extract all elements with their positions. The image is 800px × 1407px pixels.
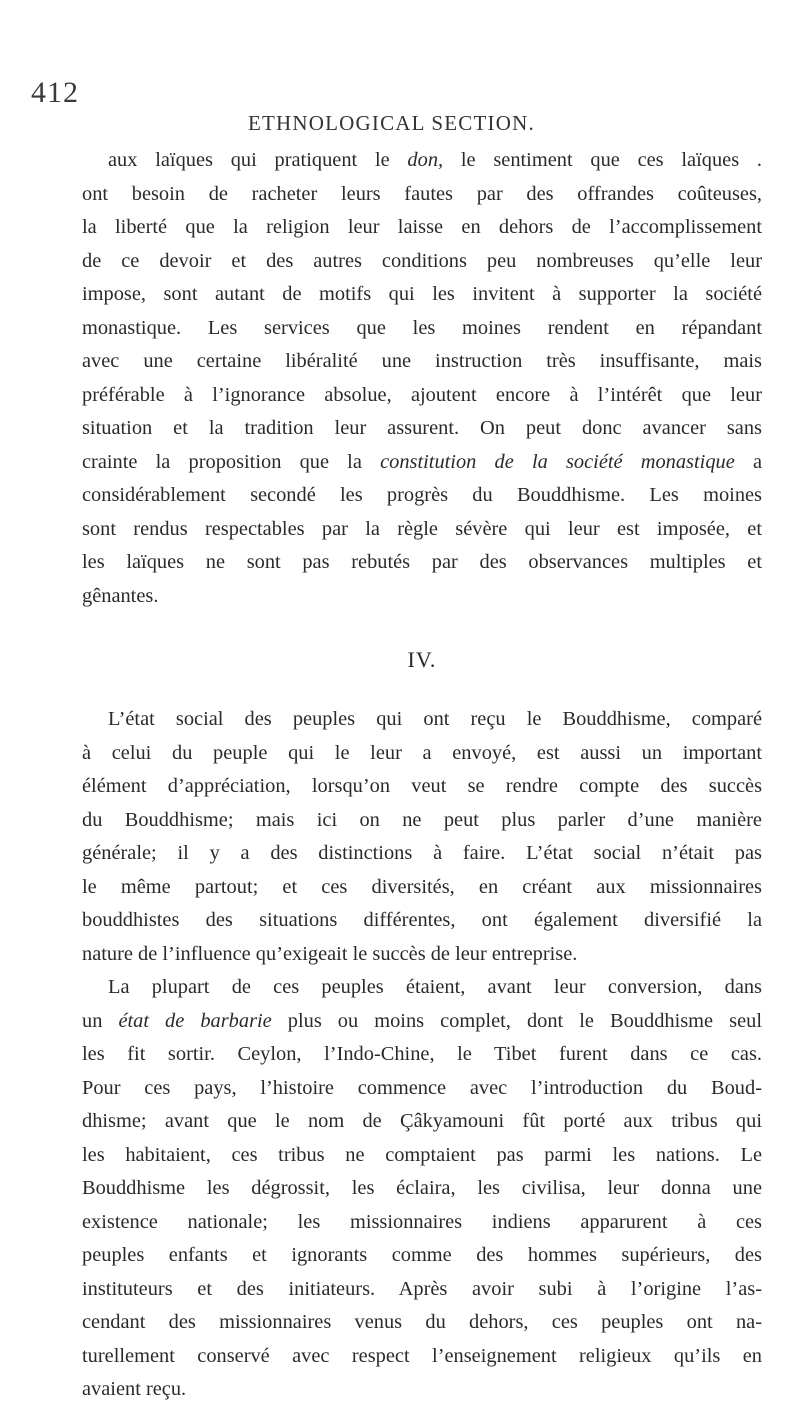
- italic-text-run: don,: [407, 149, 444, 171]
- text-line: [82, 737, 762, 771]
- text-run: ont besoin de racheter leurs fautes par des offrandes coûteuses,: [82, 182, 762, 205]
- text-line: [82, 770, 762, 804]
- text-run: aux laïques qui pratiquent le: [108, 149, 408, 171]
- text-line: [82, 804, 762, 838]
- text-line: [82, 1340, 762, 1374]
- text-run: avaient reçu.: [82, 1378, 187, 1400]
- text-run: les laïques ne sont pas rebutés par des observances multiples et: [82, 551, 762, 573]
- text-run: instituteurs et des initiateurs. Après avoir subi à l’origine l’as-: [82, 1277, 762, 1300]
- text-run: de ce devoir et des autres conditions peu nombreuses qu’elle leur: [82, 249, 762, 272]
- text-run: la liberté que la religion leur laisse en dehors de l’accomplissement: [82, 216, 762, 238]
- text-line: [82, 178, 762, 212]
- text-run: gênantes.: [82, 584, 159, 607]
- text-run: du Bouddhisme; mais ici on ne peut plus parler d’une manière: [82, 808, 762, 831]
- italic-text-run: constitution de la société monastique: [380, 450, 735, 473]
- text-line: [82, 479, 762, 513]
- text-line: [82, 1172, 762, 1206]
- text-line: [82, 837, 762, 871]
- text-run: les habitaient, ces tribus ne comptaient pas parmi les nations. Le: [82, 1143, 762, 1166]
- text-run: dhisme; avant que le nom de Çâkyamouni fût porté aux tribus qui: [82, 1110, 762, 1132]
- text-line: [82, 703, 762, 737]
- text-run: a: [734, 450, 762, 473]
- text-run: monastique. Les services que les moines rendent en répandant: [82, 316, 762, 339]
- text-line: [82, 971, 762, 1005]
- paragraph: [82, 971, 762, 1407]
- text-line: [82, 211, 762, 245]
- text-line: [82, 938, 762, 972]
- text-run: le sentiment que ces laïques .: [443, 149, 762, 171]
- text-run: situation et la tradition leur assurent. On peut donc avancer sans: [82, 417, 762, 439]
- page-number: 412: [31, 76, 79, 109]
- text-run: Pour ces pays, l’histoire commence avec l’introduction du Boud-: [82, 1076, 762, 1099]
- text-line: [82, 871, 762, 905]
- text-line: [82, 1273, 762, 1307]
- text-run: crainte la proposition que la: [82, 450, 381, 473]
- text-run: existence nationale; les missionnaires indiens apparurent à ces: [82, 1210, 762, 1233]
- text-line: [82, 1072, 762, 1106]
- text-line: [82, 1105, 762, 1139]
- text-run: le même partout; et ces diversités, en créant aux missionnaires: [82, 875, 762, 898]
- text-line: [82, 546, 762, 580]
- text-line: [82, 1139, 762, 1173]
- text-run: avec une certaine libéralité une instruction très insuffisante, mais: [82, 350, 762, 372]
- text-line: [82, 1206, 762, 1240]
- text-line: [82, 1038, 762, 1072]
- text-line: [82, 904, 762, 938]
- text-line: [82, 312, 762, 346]
- text-line: [82, 278, 762, 312]
- text-run: bouddhistes des situations différentes, ont également diversifié la: [82, 909, 762, 931]
- text-run: élément d’appréciation, lorsqu’on veut se rendre compte des succès: [82, 775, 762, 797]
- text-run: préférable à l’ignorance absolue, ajoutent encore à l’intérêt que leur: [82, 383, 762, 406]
- text-run: plus ou moins complet, dont le Bouddhisme seul: [271, 1009, 762, 1032]
- text-run: Bouddhisme les dégrossit, les éclaira, les civilisa, leur donna une: [82, 1177, 762, 1199]
- paragraph: [82, 703, 762, 971]
- text-line: [82, 513, 762, 547]
- text-run: turellement conservé avec respect l’enseignement religieux qu’ils en: [82, 1344, 762, 1367]
- text-run: L’état social des peuples qui ont reçu le Bouddhisme, comparé: [108, 708, 762, 730]
- text-run: nature de l’influence qu’exigeait le succès de leur entreprise.: [82, 942, 578, 965]
- text-run: impose, sont autant de motifs qui les invitent à supporter la société: [82, 283, 762, 305]
- text-line: [82, 1005, 762, 1039]
- text-line: [82, 345, 762, 379]
- text-line: [82, 1306, 762, 1340]
- text-run: considérablement secondé les progrès du Bouddhisme. Les moines: [82, 484, 762, 506]
- text-run: les fit sortir. Ceylon, l’Indo-Chine, le Tibet furent dans ce cas.: [82, 1043, 762, 1065]
- text-line: [82, 144, 762, 178]
- running-head: ETHNOLOGICAL SECTION.: [248, 111, 535, 135]
- text-line: [82, 1373, 762, 1407]
- text-run: peuples enfants et ignorants comme des hommes supérieurs, des: [82, 1244, 762, 1266]
- text-line: [82, 379, 762, 413]
- text-run: cendant des missionnaires venus du dehors, ces peuples ont na-: [82, 1311, 762, 1333]
- section-number: IV.: [407, 647, 437, 672]
- text-run: sont rendus respectables par la règle sévère qui leur est imposée, et: [82, 517, 762, 540]
- text-line: [82, 245, 762, 279]
- text-line: [82, 1239, 762, 1273]
- text-run: à celui du peuple qui le leur a envoyé, est aussi un important: [82, 741, 762, 764]
- text-run: un: [82, 1009, 119, 1032]
- paragraph: [82, 144, 762, 613]
- italic-text-run: état de barbarie: [118, 1009, 272, 1032]
- body-text: [82, 144, 762, 1407]
- text-line: [82, 412, 762, 446]
- text-line: [82, 580, 762, 614]
- text-run: générale; il y a des distinctions à faire. L’état social n’était pas: [82, 842, 762, 864]
- text-line: [82, 446, 762, 480]
- text-run: La plupart de ces peuples étaient, avant leur conversion, dans: [108, 976, 762, 998]
